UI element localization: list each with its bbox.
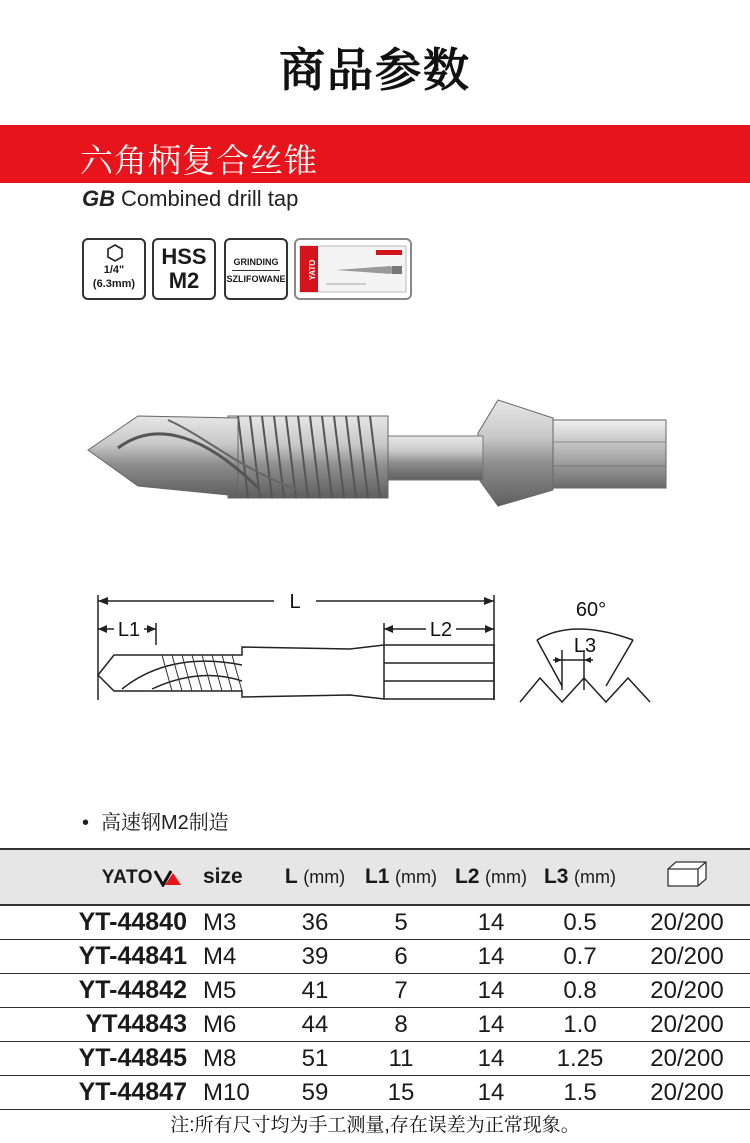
banner-title: 六角柄复合丝锥	[80, 142, 318, 179]
L-header: L (mm)	[274, 849, 356, 905]
product-banner	[0, 125, 750, 183]
size-cell: M5	[197, 974, 274, 1008]
dim-L3: L3	[573, 635, 597, 657]
size-cell: M6	[197, 1008, 274, 1042]
product-code: YT-44847	[0, 1076, 197, 1110]
table-row	[0, 1042, 750, 1076]
bullet: •	[82, 812, 90, 834]
L1-cell: 15	[356, 1076, 446, 1110]
L1-cell: 5	[356, 905, 446, 940]
L-cell: 44	[274, 1008, 356, 1042]
dim-L2: L2	[429, 619, 453, 641]
pack-qty-cell: 20/200	[624, 940, 750, 974]
pack-qty-cell: 20/200	[624, 1076, 750, 1110]
L2-cell: 14	[446, 905, 536, 940]
L1-cell: 8	[356, 1008, 446, 1042]
pack-qty-cell: 20/200	[624, 1042, 750, 1076]
material-text: 高速钢M2制造	[101, 812, 229, 834]
L1-header: L1 (mm)	[356, 849, 446, 905]
pack-qty-cell: 20/200	[624, 1008, 750, 1042]
pack-qty-cell: 20/200	[624, 905, 750, 940]
L3-cell: 1.25	[536, 1042, 624, 1076]
L3-cell: 1.5	[536, 1076, 624, 1110]
dim-L1: L1	[117, 619, 141, 641]
L3-cell: 1.0	[536, 1008, 624, 1042]
spec-table	[0, 848, 750, 1110]
product-code: YT44843	[0, 1008, 197, 1042]
packaging-image	[296, 240, 410, 298]
table-row	[0, 905, 750, 940]
brand-header	[0, 849, 197, 905]
grinding-label: GRINDING	[233, 257, 279, 267]
size-cell: M8	[197, 1042, 274, 1076]
hex-size-inch: 1/4"	[103, 264, 125, 276]
L-cell: 39	[274, 940, 356, 974]
hex-shank-badge	[82, 238, 146, 300]
grinding-badge	[224, 238, 288, 300]
product-code: YT-44840	[0, 905, 197, 940]
L1-cell: 11	[356, 1042, 446, 1076]
L-cell: 41	[274, 974, 356, 1008]
yato-logo-text: YATO	[101, 866, 153, 888]
L1-cell: 6	[356, 940, 446, 974]
product-code: YT-44845	[0, 1042, 197, 1076]
table-row	[0, 1008, 750, 1042]
page-title: 商品参数	[279, 44, 471, 96]
pack-brand: YATO	[308, 259, 317, 281]
size-cell: M4	[197, 940, 274, 974]
hss-grade: M2	[168, 268, 200, 293]
hexagon-icon	[106, 244, 124, 262]
dim-L: L	[289, 591, 301, 613]
material-note	[82, 806, 229, 835]
subtitle-prefix: GB	[82, 186, 115, 211]
L3-cell: 0.5	[536, 905, 624, 940]
L2-cell: 14	[446, 974, 536, 1008]
grinding-divider	[232, 270, 280, 271]
hex-size-mm: (6.3mm)	[92, 278, 136, 290]
L-cell: 51	[274, 1042, 356, 1076]
size-cell: M3	[197, 905, 274, 940]
measurement-disclaimer: 注:所有尺寸均为手工测量,存在误差为正常现象。	[170, 1115, 580, 1136]
thread-angle: 60°	[575, 599, 607, 621]
drill-tap-photo	[78, 378, 670, 508]
L-cell: 59	[274, 1076, 356, 1110]
L2-header: L2 (mm)	[446, 849, 536, 905]
L2-cell: 14	[446, 1076, 536, 1110]
pack-header	[624, 849, 750, 905]
L2-cell: 14	[446, 1042, 536, 1076]
table-row	[0, 940, 750, 974]
thread-profile-diagram	[515, 590, 655, 720]
product-code: YT-44842	[0, 974, 197, 1008]
L3-header: L3 (mm)	[536, 849, 624, 905]
L-cell: 36	[274, 905, 356, 940]
L2-cell: 14	[446, 1008, 536, 1042]
grinding-label-pl: SZLIFOWANE	[226, 274, 286, 284]
L1-cell: 7	[356, 974, 446, 1008]
product-subtitle	[82, 186, 298, 212]
size-header: size	[197, 849, 274, 905]
box-icon	[666, 859, 708, 889]
L3-cell: 0.8	[536, 974, 624, 1008]
yato-logo-mark	[153, 869, 183, 887]
L2-cell: 14	[446, 940, 536, 974]
hss-label: HSS	[161, 244, 207, 269]
dimension-drawing	[92, 585, 502, 715]
pack-qty-cell: 20/200	[624, 974, 750, 1008]
packaging-badge	[294, 238, 412, 300]
hss-badge	[152, 238, 216, 300]
size-cell: M10	[197, 1076, 274, 1110]
table-row	[0, 1076, 750, 1110]
subtitle-text: Combined drill tap	[121, 186, 299, 211]
L3-cell: 0.7	[536, 940, 624, 974]
product-code: YT-44841	[0, 940, 197, 974]
table-header-row	[0, 849, 750, 905]
table-row	[0, 974, 750, 1008]
yato-logo	[102, 867, 183, 889]
